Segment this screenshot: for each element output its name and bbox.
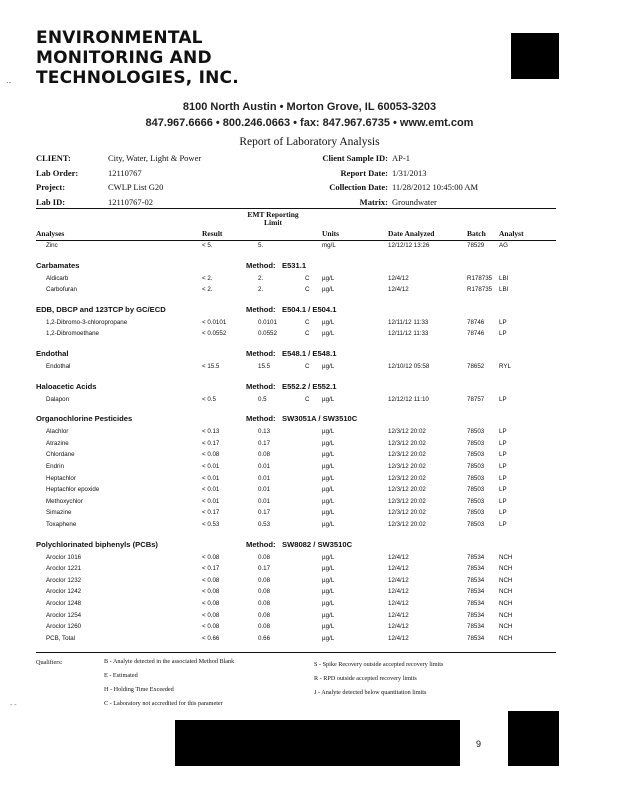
section-title: Haloacetic Acids [36, 381, 97, 391]
row-analyte: Zinc [46, 242, 58, 249]
lab-order-value: 12110767 [108, 168, 142, 178]
row-qualifier: C [305, 395, 310, 403]
row-result: < 2. [202, 274, 213, 282]
section-header [36, 349, 556, 361]
redaction-box-top [511, 33, 559, 79]
page-number: 9 [476, 739, 482, 749]
method-label: Method: [246, 381, 276, 391]
row-analyst: NCH [499, 623, 513, 631]
company-name-line-2: MONITORING AND [36, 48, 212, 68]
row-qualifier: C [305, 286, 310, 294]
method-label: Method: [246, 304, 276, 314]
sample-id-label: Client Sample ID: [322, 153, 388, 163]
row-analyte: Heptachlor [46, 474, 76, 482]
row-units: µg/L [322, 274, 335, 282]
results-table [36, 242, 556, 647]
row-units: µg/L [322, 565, 335, 573]
row-date: 12/11/12 11:33 [388, 318, 429, 326]
section-header [36, 382, 556, 394]
row-batch: 78534 [467, 634, 485, 642]
row-limit: 0.08 [258, 553, 271, 561]
method-label: Method: [246, 349, 276, 358]
row-units: µg/L [322, 463, 335, 470]
redaction-box-corner [508, 711, 559, 766]
row-date: 12/4/12 [388, 611, 409, 619]
company-address: 8100 North Austin • Morton Grove, IL 60053-3203 [182, 101, 437, 113]
section-title: Polychlorinated biphenyls (PCBs) [36, 539, 158, 549]
row-date: 12/3/12 20:02 [388, 521, 426, 528]
row-qualifier: C [305, 274, 310, 282]
table-row [36, 363, 556, 374]
row-batch: 78529 [467, 242, 485, 249]
table-row [36, 588, 556, 599]
row-analyst: NCH [499, 576, 513, 584]
header-units: Units [322, 229, 340, 238]
section-header [36, 261, 556, 273]
row-limit: 2. [258, 274, 264, 282]
row-analyte: 1,2-Dibromoethane [46, 330, 99, 338]
project-label: Project: [36, 182, 66, 192]
row-batch: 78746 [467, 330, 485, 338]
row-units: µg/L [322, 588, 335, 596]
row-units: µg/L [322, 576, 335, 584]
row-analyst: RYL [499, 363, 511, 370]
table-row [36, 319, 556, 330]
row-limit: 0.08 [258, 588, 271, 596]
table-row [36, 440, 556, 451]
row-date: 12/4/12 [388, 576, 409, 584]
row-analyte: Aroclor 1221 [46, 565, 82, 573]
row-units: µg/L [322, 623, 335, 631]
row-date: 12/4/12 [388, 286, 409, 294]
row-limit: 0.01 [258, 463, 271, 470]
row-date: 12/3/12 20:02 [388, 509, 426, 517]
section-header [36, 414, 556, 426]
table-row [36, 396, 556, 407]
row-units: µg/L [322, 428, 335, 436]
row-analyst: LP [499, 318, 507, 326]
row-analyte: Methoxychlor [46, 497, 83, 505]
client-value: City, Water, Light & Power [108, 153, 202, 163]
row-limit: 0.01 [258, 486, 271, 494]
row-batch: 78503 [467, 497, 485, 505]
row-units: µg/L [322, 395, 335, 403]
row-result: < 0.08 [202, 588, 220, 596]
row-batch: 78503 [467, 439, 485, 447]
row-result: < 2. [202, 286, 213, 294]
row-result: < 0.08 [202, 623, 220, 631]
row-result: < 0.5 [202, 395, 216, 403]
row-batch: 78746 [467, 318, 485, 326]
row-analyst: LBI [499, 274, 509, 282]
method-value: E504.1 / E504.1 [282, 304, 337, 314]
qualifier-c: C - Laboratory not accredited for this parameter [104, 700, 223, 707]
matrix-label: Matrix: [359, 197, 388, 207]
method-value: E531.1 [282, 260, 307, 270]
table-row [36, 428, 556, 439]
row-batch: 78503 [467, 509, 485, 517]
row-analyst: LP [499, 463, 507, 470]
qualifier-e: E - Estimated [104, 672, 138, 679]
table-row [36, 509, 556, 520]
table-row [36, 475, 556, 486]
divider-info [36, 208, 556, 209]
row-date: 12/12/12 11:10 [388, 395, 429, 403]
row-units: µg/L [322, 439, 335, 447]
table-row [36, 554, 556, 565]
row-batch: R178735 [467, 274, 493, 282]
row-analyst: LP [499, 509, 507, 517]
row-limit: 15.5 [258, 363, 271, 370]
row-analyte: Carbofuran [46, 286, 77, 294]
redaction-box-bottom [175, 720, 460, 766]
row-date: 12/4/12 [388, 588, 409, 596]
row-date: 12/10/12 05:58 [388, 363, 430, 370]
row-analyst: NCH [499, 634, 513, 642]
row-analyst: LP [499, 486, 507, 494]
row-analyte: Atrazine [46, 439, 69, 447]
row-result: < 0.08 [202, 451, 220, 459]
row-analyte: Aroclor 1242 [46, 588, 82, 596]
row-result: < 0.66 [202, 634, 220, 642]
row-batch: 78534 [467, 611, 485, 619]
section-title: EDB, DBCP and 123TCP by GC/ECD [36, 304, 166, 314]
row-analyte: Simazine [46, 509, 72, 517]
row-units: µg/L [322, 634, 335, 642]
row-units: µg/L [322, 600, 335, 607]
row-analyst: NCH [499, 600, 513, 607]
row-analyst: LP [499, 521, 507, 528]
table-row [36, 521, 556, 532]
qualifier-s: S - Spike Recovery outside accepted recovery limits [314, 661, 444, 668]
row-analyte: Aroclor 1016 [46, 553, 82, 561]
client-label: CLIENT: [36, 153, 71, 163]
row-result: < 0.0101 [202, 318, 227, 326]
table-row [36, 623, 556, 634]
report-date-label: Report Date: [340, 168, 388, 178]
row-analyte: Aroclor 1232 [46, 576, 82, 584]
row-units: µg/L [322, 286, 335, 294]
row-date: 12/4/12 [388, 274, 409, 282]
row-result: < 0.17 [202, 439, 220, 447]
row-date: 12/4/12 [388, 553, 409, 561]
row-analyst: LBI [499, 286, 509, 294]
row-batch: R178735 [467, 286, 493, 294]
row-analyst: NCH [499, 565, 513, 573]
table-row [36, 600, 556, 611]
row-result: < 0.08 [202, 611, 220, 619]
table-row [36, 330, 556, 341]
table-header [36, 211, 556, 241]
row-limit: 0.0552 [258, 330, 277, 338]
collection-date-value: 11/28/2012 10:45:00 AM [392, 182, 479, 192]
row-analyte: Aroclor 1248 [46, 600, 82, 607]
row-limit: 0.08 [258, 451, 271, 459]
row-date: 12/3/12 20:02 [388, 451, 426, 459]
row-batch: 78534 [467, 576, 485, 584]
row-analyst: LP [499, 330, 507, 338]
row-analyst: NCH [499, 588, 513, 596]
table-row [36, 242, 556, 253]
row-result: < 0.17 [202, 509, 220, 517]
company-name-line-3: TECHNOLOGIES, INC. [36, 68, 239, 88]
table-row [36, 612, 556, 623]
row-batch: 78503 [467, 474, 485, 482]
row-units: mg/L [322, 242, 336, 249]
row-limit: 2. [258, 286, 264, 294]
row-batch: 78534 [467, 565, 485, 573]
row-qualifier: C [305, 363, 310, 370]
row-result: < 0.17 [202, 565, 220, 573]
row-batch: 78503 [467, 451, 485, 459]
row-units: µg/L [322, 474, 335, 482]
method-value: SW3051A / SW3510C [282, 414, 358, 424]
row-result: < 0.01 [202, 497, 220, 505]
table-row [36, 286, 556, 297]
row-analyte: Aldicarb [46, 274, 69, 282]
row-batch: 78534 [467, 588, 485, 596]
row-units: µg/L [322, 497, 335, 505]
row-analyte: Heptachlor epoxide [46, 486, 100, 494]
row-batch: 78757 [467, 395, 485, 403]
row-date: 12/4/12 [388, 600, 409, 607]
report-title: Report of Laboratory Analysis [239, 136, 380, 148]
row-date: 12/3/12 20:02 [388, 463, 426, 470]
row-limit: 5. [258, 242, 264, 249]
row-batch: 78534 [467, 600, 485, 607]
header-analyses: Analyses [36, 229, 65, 238]
lab-order-label: Lab Order: [36, 168, 79, 178]
table-row [36, 498, 556, 509]
row-result: < 0.01 [202, 474, 220, 482]
row-limit: 0.17 [258, 565, 271, 573]
row-limit: 0.66 [258, 634, 271, 642]
row-result: < 0.08 [202, 553, 220, 561]
row-qualifier: C [305, 330, 310, 338]
row-limit: 0.01 [258, 497, 271, 505]
row-limit: 0.08 [258, 623, 271, 631]
qualifiers [36, 658, 556, 712]
row-analyst: LP [499, 474, 507, 482]
row-units: µg/L [322, 451, 335, 459]
row-batch: 78503 [467, 486, 485, 494]
row-analyst: AG [499, 242, 508, 249]
row-analyte: Dalapon [46, 395, 70, 403]
section-header [36, 305, 556, 317]
qualifiers-label: Qualifiers: [36, 659, 63, 666]
report-date-value: 1/31/2013 [392, 168, 427, 178]
row-units: µg/L [322, 509, 335, 517]
row-analyst: LP [499, 428, 507, 436]
matrix-value: Groundwater [392, 197, 437, 207]
company-phones: 847.967.6666 • 800.246.0663 • fax: 847.967.6735 • www.emt.com [145, 117, 474, 129]
row-analyte: Endothal [46, 363, 71, 370]
row-limit: 0.5 [258, 395, 267, 403]
company-name-line-1: ENVIRONMENTAL [36, 28, 203, 48]
qualifier-r: R - RPD outside accepted recovery limits [314, 675, 417, 682]
row-units: µg/L [322, 611, 335, 619]
row-date: 12/4/12 [388, 565, 409, 573]
row-units: µg/L [322, 521, 335, 528]
client-info [36, 153, 556, 209]
row-qualifier: C [305, 318, 310, 326]
qualifier-j: J - Analyte detected below quantitation limits [314, 689, 427, 696]
row-analyst: LP [499, 395, 507, 403]
header-limit: EMT Reporting Limit [247, 210, 299, 227]
method-value: E552.2 / E552.1 [282, 381, 337, 391]
row-date: 12/3/12 20:02 [388, 497, 426, 505]
table-row [36, 463, 556, 474]
row-analyte: Aroclor 1260 [46, 623, 82, 631]
row-units: µg/L [322, 486, 335, 494]
project-value: CWLP List G20 [108, 182, 164, 192]
row-analyst: LP [499, 439, 507, 447]
header-date: Date Analyzed [388, 229, 435, 238]
qualifier-b: B - Analyte detected in the associated Method Blank [104, 658, 235, 665]
row-date: 12/12/12 13:26 [388, 242, 430, 249]
row-date: 12/4/12 [388, 634, 409, 642]
table-row [36, 451, 556, 462]
row-limit: 0.08 [258, 611, 271, 619]
row-result: < 0.08 [202, 576, 220, 584]
row-analyte: Aroclor 1254 [46, 611, 82, 619]
row-date: 12/3/12 20:02 [388, 428, 426, 436]
row-result: < 5. [202, 242, 213, 249]
row-limit: 0.0101 [258, 318, 277, 326]
row-result: < 0.08 [202, 600, 220, 607]
row-batch: 78534 [467, 553, 485, 561]
row-result: < 0.0552 [202, 330, 227, 338]
row-analyte: Chlordane [46, 451, 75, 459]
table-row [36, 577, 556, 588]
table-row [36, 565, 556, 576]
row-analyst: NCH [499, 553, 513, 561]
row-batch: 78652 [467, 363, 485, 370]
row-result: < 0.53 [202, 521, 220, 528]
row-limit: 0.08 [258, 576, 271, 584]
section-title: Carbamates [36, 260, 80, 270]
row-limit: 0.53 [258, 521, 271, 528]
row-analyst: LP [499, 497, 507, 505]
row-units: µg/L [322, 553, 335, 561]
qualifier-h: H - Holding Time Exceeded [104, 686, 174, 693]
sample-id-value: AP-1 [392, 153, 410, 163]
row-batch: 78503 [467, 521, 485, 528]
row-analyte: Toxaphene [46, 521, 77, 528]
row-units: µg/L [322, 330, 335, 338]
row-date: 12/4/12 [388, 623, 409, 631]
row-result: < 0.01 [202, 463, 220, 470]
row-date: 12/11/12 11:33 [388, 330, 429, 338]
row-result: < 0.01 [202, 486, 220, 494]
row-analyst: LP [499, 451, 507, 459]
row-limit: 0.13 [258, 428, 271, 436]
section-title: Organochlorine Pesticides [36, 414, 133, 424]
row-batch: 78534 [467, 623, 485, 631]
row-batch: 78503 [467, 428, 485, 436]
row-units: µg/L [322, 318, 335, 326]
method-value: SW8082 / SW3510C [282, 539, 353, 549]
row-date: 12/3/12 20:02 [388, 474, 426, 482]
lab-id-value: 12110767-02 [108, 197, 154, 207]
table-row [36, 635, 556, 646]
row-limit: 0.17 [258, 439, 271, 447]
row-analyte: Endrin [46, 463, 64, 470]
row-units: µg/L [322, 363, 335, 370]
method-label: Method: [246, 539, 276, 549]
row-analyte: Alachlor [46, 428, 69, 436]
row-result: < 0.13 [202, 428, 220, 436]
row-analyte: PCB, Total [46, 634, 76, 642]
row-analyte: 1,2-Dibromo-3-chloropropane [46, 318, 128, 326]
lab-id-label: Lab ID: [36, 197, 66, 207]
table-row [36, 275, 556, 286]
row-batch: 78503 [467, 463, 485, 470]
divider-header [36, 240, 556, 241]
scan-mark-2: - - [10, 702, 17, 709]
scan-mark: ·- [6, 78, 12, 87]
company-name [36, 28, 239, 88]
header-analyst: Analyst [499, 229, 524, 238]
divider-footer [36, 652, 556, 653]
method-label: Method: [246, 260, 276, 270]
header-result: Result [202, 229, 223, 238]
table-row [36, 486, 556, 497]
row-date: 12/3/12 20:02 [388, 486, 426, 494]
header-batch: Batch [467, 229, 486, 238]
section-header [36, 540, 556, 552]
section-title: Endothal [36, 349, 69, 358]
row-limit: 0.17 [258, 509, 271, 517]
row-limit: 0.08 [258, 600, 271, 607]
row-date: 12/3/12 20:02 [388, 439, 426, 447]
row-analyst: NCH [499, 611, 513, 619]
row-limit: 0.01 [258, 474, 271, 482]
collection-date-label: Collection Date: [329, 182, 388, 192]
method-label: Method: [246, 414, 276, 424]
row-result: < 15.5 [202, 363, 220, 370]
method-value: E548.1 / E548.1 [282, 349, 337, 358]
